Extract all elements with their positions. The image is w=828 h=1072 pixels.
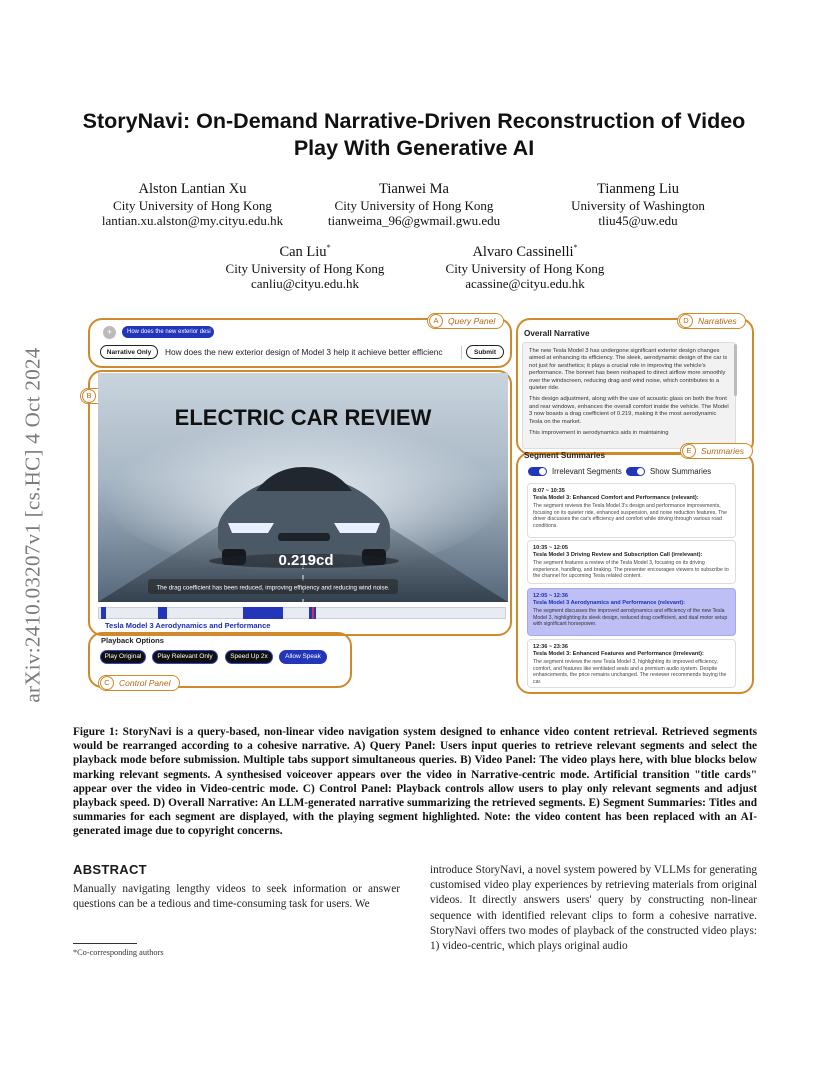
playback-options-title: Playback Options	[101, 636, 164, 645]
segment-summaries-title: Segment Summaries	[524, 451, 605, 460]
author-email: acassine@cityu.edu.hk	[465, 276, 585, 292]
relevant-segment-block[interactable]	[101, 607, 106, 619]
segment-summary: The segment reviews the Tesla Model 3's design and performance improvements, focusing on its quieter ride, enhanced suspension, and noise reduction features. The driver discusses the car's efficiency and comfort while driving through various road conditions.	[533, 503, 727, 529]
author-email: tliu45@uw.edu	[598, 213, 678, 229]
segment-card-playing[interactable]	[527, 588, 736, 636]
segment-time: 8:07 ~ 10:35	[533, 488, 565, 494]
segment-summary: The segment discusses the improved aerodynamics and efficiency of the new Tesla Model 3, highlighting its sleek design, reduced drag coefficient, and dual motor setup with significant horsepower.	[533, 608, 728, 628]
irrelevant-segments-label: Irrelevant Segments	[552, 467, 622, 476]
control-panel-tag	[98, 675, 180, 691]
play-relevant-only-button[interactable]: Play Relevant Only	[152, 650, 218, 664]
abstract-left-column: Manually navigating lengthy videos to seek information or answer questions can be a tedious and time-consuming task for users. We	[73, 883, 400, 911]
tag-label: Control Panel	[119, 678, 171, 688]
author-block	[85, 176, 300, 229]
overall-narrative-title: Overall Narrative	[524, 329, 590, 338]
segment-time: 12:05 ~ 12:36	[533, 593, 568, 599]
author-affiliation: City University of Hong Kong	[225, 260, 385, 276]
tag-label: Narratives	[698, 316, 737, 326]
narrative-paragraph: This design adjustment, along with the use of acoustic glass on both the front and rear windows, enhances the overall comfort inside the vehicle. The Model 3 now boasts a drag coefficient of 0.219, making it the most aerodynamic Tesla on the market.	[529, 396, 729, 425]
video-subtitle: The drag coefficient has been reduced, improving efficiency and reducing wind noise.	[156, 584, 390, 592]
author-affiliation: City University of Hong Kong	[445, 260, 605, 276]
segment-title: Tesla Model 3 Aerodynamics and Performance (relevant):	[533, 600, 686, 606]
tag-label: Summaries	[701, 446, 744, 456]
narrative-paragraph: The new Tesla Model 3 has undergone significant exterior design changes aimed at enhancing its efficiency. The sleek, aerodynamic design of the car is not just for aesthetics; it plays a crucial role in improving the vehicle's performance. The bonnet has been reshaped to direct airflow more smoothly over the windscreen, reducing drag and wind noise, which contributes to a quieter ride.	[529, 348, 728, 392]
author-email: tianweima_96@gwmail.gwu.edu	[327, 213, 501, 229]
narrative-text-box[interactable]	[522, 342, 736, 449]
current-segment-title: Tesla Model 3 Aerodynamics and Performance	[105, 621, 271, 630]
relevant-segment-block[interactable]	[243, 607, 283, 619]
footnote: *Co-corresponding authors	[73, 948, 164, 957]
author-name: Tianwei Ma	[379, 180, 449, 197]
segment-card[interactable]	[527, 483, 736, 538]
narratives-panel-tag	[677, 313, 746, 329]
author-email: lantian.xu.alston@my.cityu.edu.hk	[101, 213, 284, 229]
segment-title: Tesla Model 3: Enhanced Comfort and Performance (relevant):	[533, 495, 699, 501]
segment-title: Tesla Model 3: Enhanced Features and Performance (irrelevant):	[533, 651, 704, 657]
author-affiliation: University of Washington	[571, 197, 705, 213]
arxiv-identifier: arXiv:2410.03207v1 [cs.HC] 4 Oct 2024	[20, 347, 45, 703]
irrelevant-segments-toggle[interactable]	[528, 467, 547, 476]
footnote-rule	[73, 943, 137, 944]
video-frame[interactable]	[98, 373, 508, 602]
allow-speak-button[interactable]: Allow Speak	[279, 650, 327, 664]
show-summaries-toggle[interactable]	[626, 467, 645, 476]
video-banner-text: ELECTRIC CAR REVIEW	[174, 405, 432, 430]
paper-title: StoryNavi: On-Demand Narrative-Driven Reconstruction of Video Play With Generative AI	[82, 109, 746, 160]
show-summaries-label: Show Summaries	[650, 467, 712, 476]
query-input[interactable]: How does the new exterior design of Model 3 help it achieve better efficienc	[165, 346, 462, 359]
author-name: Alvaro Cassinelli*	[472, 243, 578, 260]
segment-card[interactable]	[527, 639, 736, 688]
segment-summary: The segment reviews the new Tesla Model 3, highlighting its improved efficiency, comfort, and features like ventilated seats and a premium audio system. Despite enhancements, the price remains unchanged. The reviewer recommends buying the car.	[533, 659, 727, 685]
submit-button[interactable]: Submit	[466, 345, 504, 359]
tag-letter: B	[82, 389, 96, 403]
query-panel-tag	[427, 313, 504, 329]
figure-caption: Figure 1: StoryNavi is a query-based, non-linear video navigation system designed to enhance video content retrieval. Retrieved segments would be rearranged according to a cohesive narrative. A) Query Panel: Users input queries to retrieve relevant segments and select the playback mode before submission. Multiple tabs support simultaneous queries. B) Video Panel: The video plays here, with blue blocks below marking relevant segments. A synthesised voiceover appears over the video in Narrative-centric mode. Artificial transition "title cards" appear over the video in Video-centric mode. C) Control Panel: Playback controls allow users to play only relevant segments and adjust playback speed. D) Overall Narrative: An LLM-generated narrative summarizing the retrieved segments. E) Segment Summaries: Titles and summaries for each segment are displayed, with the playing segment highlighted. Note: the video content has been replaced with an AI-generated image due to copyright concerns.	[73, 726, 757, 838]
author-name: Alston Lantian Xu	[138, 180, 247, 197]
tag-letter: C	[100, 676, 114, 690]
query-tab[interactable]: How does the new exterior desi	[122, 326, 214, 338]
playhead[interactable]	[312, 607, 314, 619]
mode-select-button[interactable]: Narrative Only	[100, 345, 158, 359]
abstract-right-column: introduce StoryNavi, a novel system powered by VLLMs for generating customised video play experiences by retrieving materials from original videos. It directly answers users' query by constructing non-linear sequence with identified relevant clips to form a cohesive narrative. StoryNavi offers two modes of playback of the constructed video plays: 1) video-centric, which plays original audio	[430, 864, 757, 953]
author-name: Tianmeng Liu	[596, 180, 680, 197]
relevant-segment-block[interactable]	[158, 607, 167, 619]
author-affiliation: City University of Hong Kong	[334, 197, 494, 213]
add-tab-icon[interactable]: +	[103, 326, 116, 339]
video-stat-text: 0.219cd	[278, 552, 334, 569]
tag-label: Query Panel	[448, 316, 496, 326]
narrative-scrollbar[interactable]	[734, 344, 737, 396]
segment-card[interactable]	[527, 540, 736, 584]
author-block	[305, 176, 523, 229]
segment-summary: The segment features a review of the Tesla Model 3, focusing on its driving experience, handling, and braking. The presenter encourages viewers to subscribe to the channel for upcoming Tesla related content.	[533, 560, 729, 580]
tag-letter: D	[679, 314, 693, 328]
author-block	[200, 239, 410, 292]
segment-time: 10:35 ~ 12:05	[533, 545, 568, 551]
speed-up-button[interactable]: Speed Up 2x	[225, 650, 273, 664]
tag-letter: E	[682, 444, 696, 458]
author-block	[540, 176, 736, 229]
tag-letter: A	[429, 314, 443, 328]
narrative-paragraph: This improvement in aerodynamics aids in maintaining	[529, 430, 669, 437]
segment-time: 12:36 ~ 23:36	[533, 644, 568, 650]
segment-title: Tesla Model 3 Driving Review and Subscription Call (irrelevant):	[533, 552, 703, 558]
summaries-panel-tag	[680, 443, 753, 459]
author-email: canliu@cityu.edu.hk	[251, 276, 359, 292]
abstract-heading: ABSTRACT	[73, 862, 147, 877]
author-name: Can Liu*	[279, 243, 331, 260]
author-affiliation: City University of Hong Kong	[113, 197, 272, 213]
author-block	[420, 239, 630, 292]
play-original-button[interactable]: Play Original	[100, 650, 146, 664]
arxiv-sidebar	[2, 290, 64, 760]
